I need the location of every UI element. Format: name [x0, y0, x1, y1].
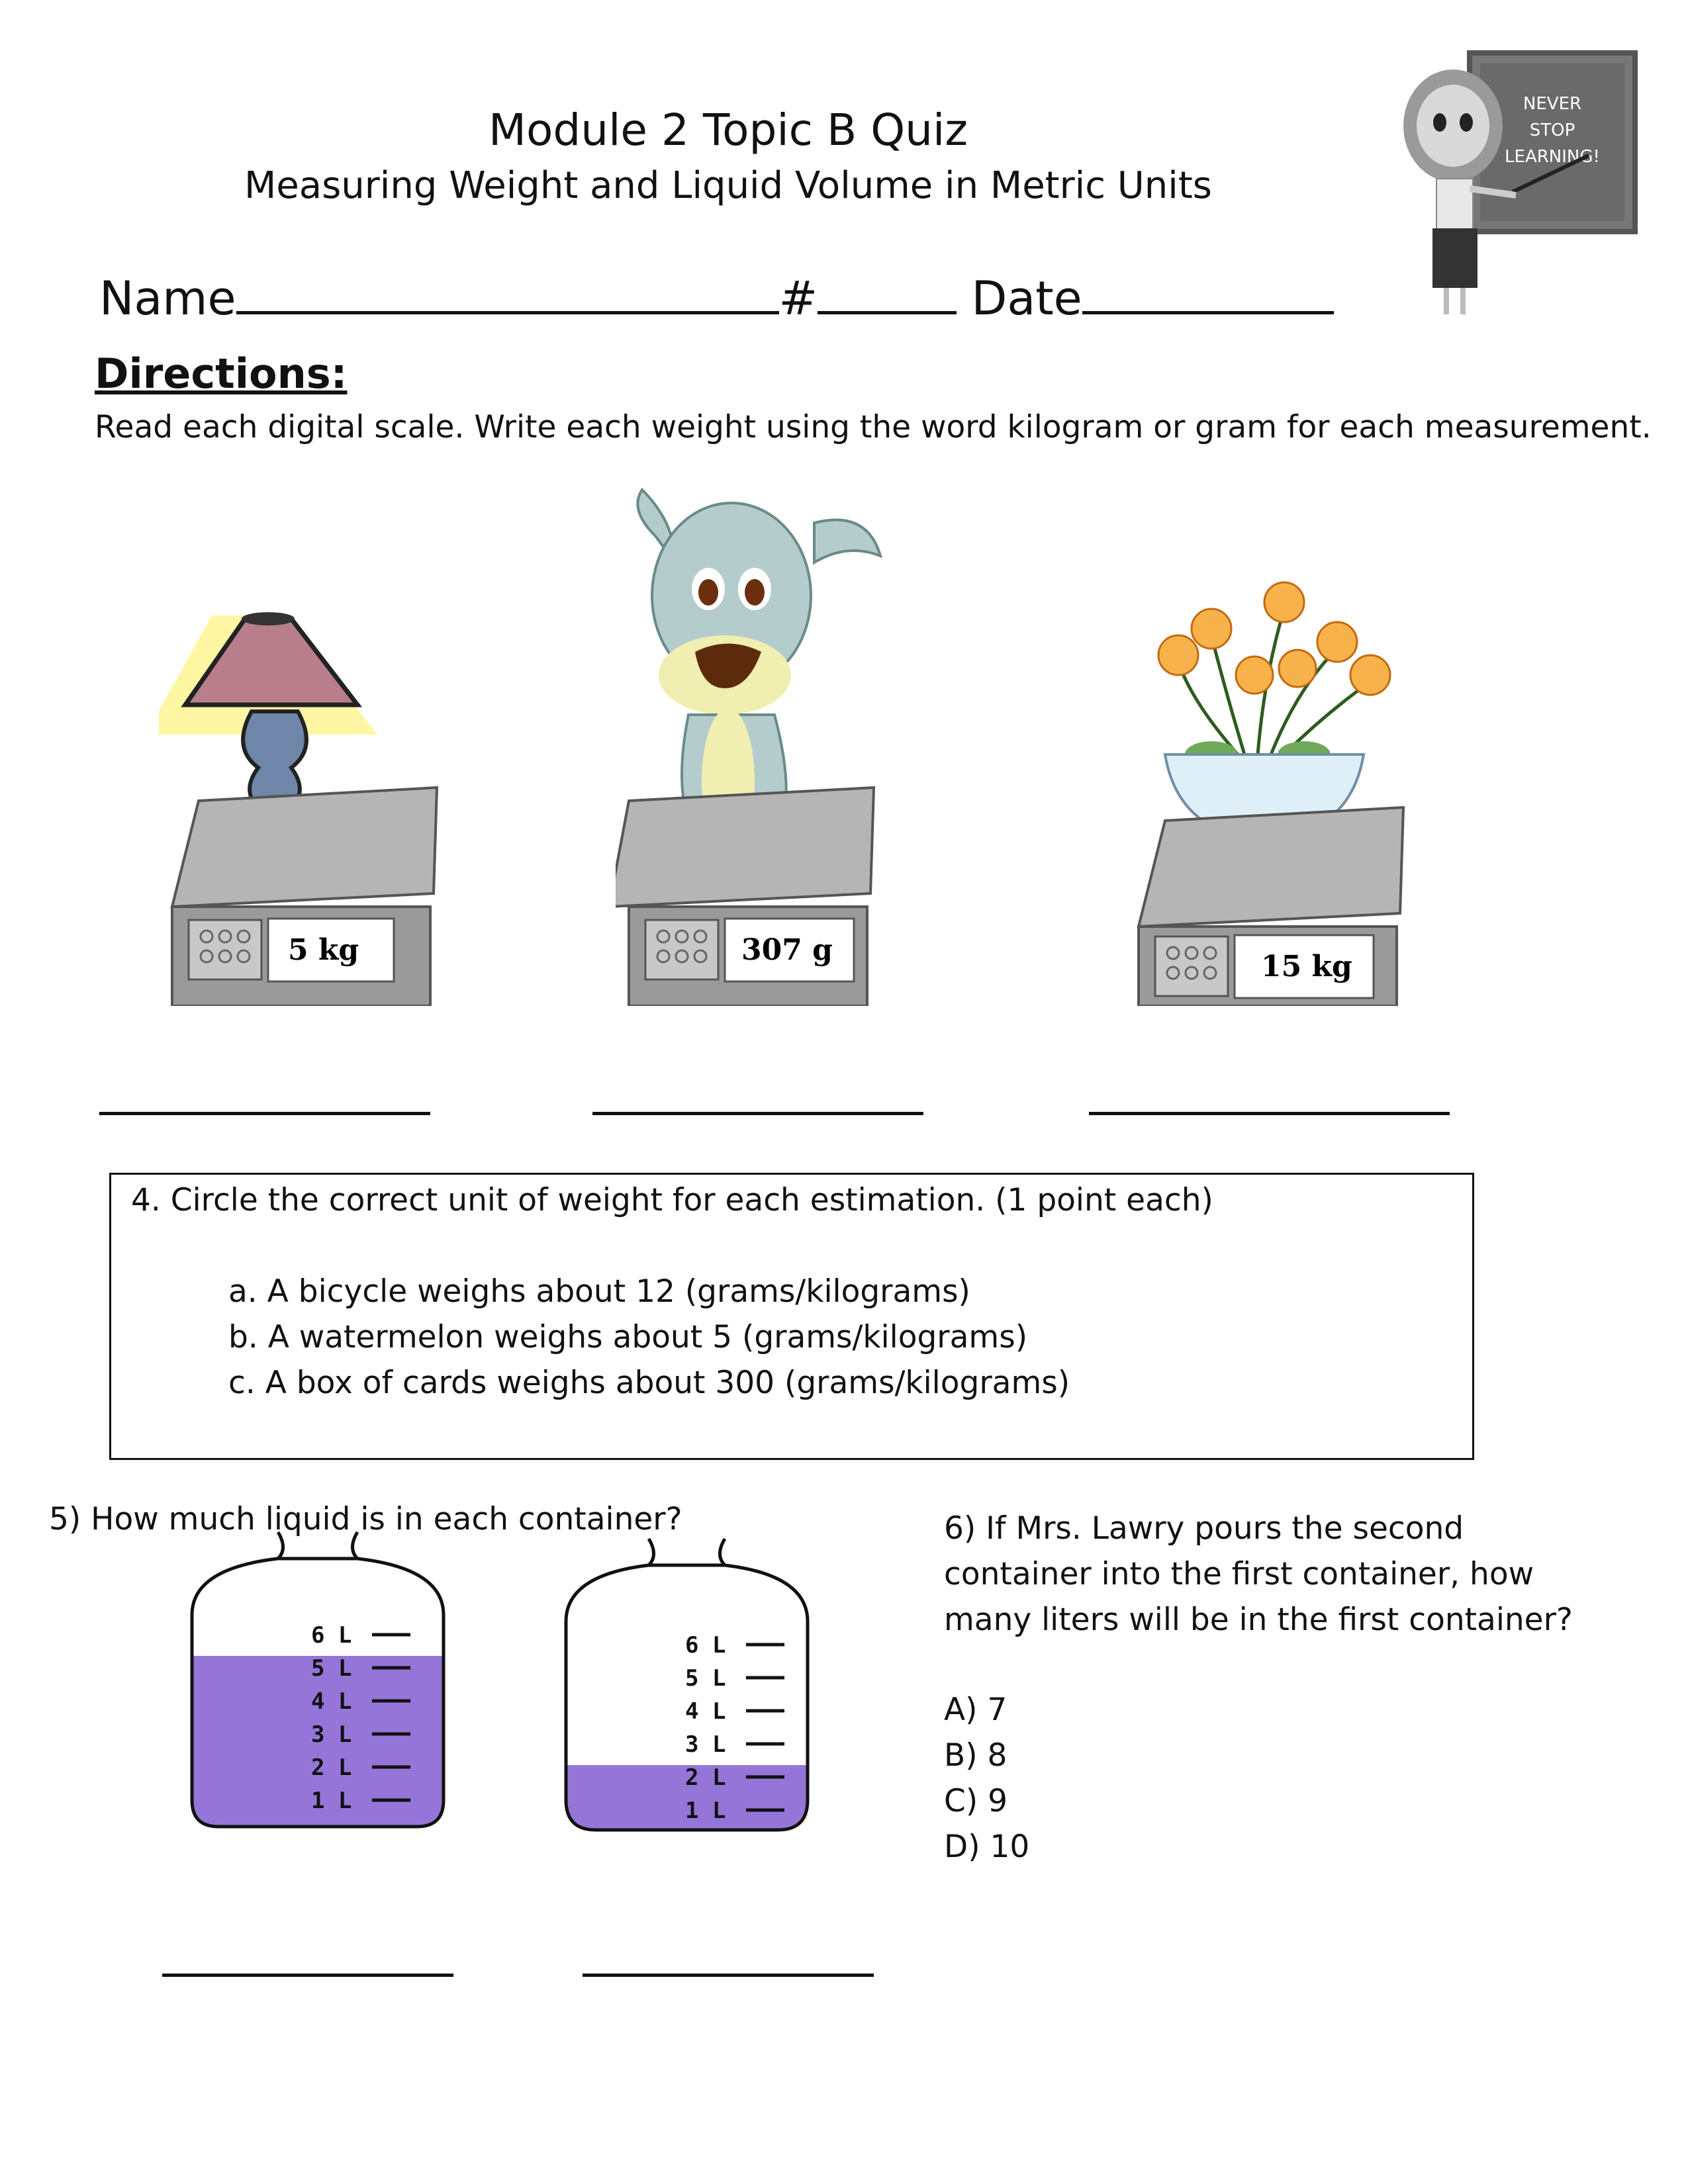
quiz-title: Module 2 Topic B Quiz: [489, 105, 968, 156]
question-6-line-2: container into the first container, how: [944, 1556, 1534, 1592]
name-label: Name: [99, 271, 236, 326]
name-number-date-line: [99, 271, 1334, 326]
scale-answer-1[interactable]: [99, 1112, 430, 1115]
dog-scale-reading: 307 g: [741, 933, 833, 967]
flower-bowl-scale-illustration: [1125, 556, 1417, 1006]
tick-label: 2 L: [685, 1764, 726, 1791]
question-4b[interactable]: b. A watermelon weighs about 5 (grams/kilograms): [228, 1319, 1028, 1355]
tick-label: 6 L: [685, 1632, 726, 1659]
flower-scale-reading: 15 kg: [1261, 950, 1352, 983]
question-6-line-1: 6) If Mrs. Lawry pours the second: [944, 1510, 1464, 1547]
badge-line-3: LEARNING!: [1505, 147, 1600, 167]
question-6-choice-c[interactable]: C) 9: [944, 1783, 1008, 1819]
name-blank[interactable]: [236, 271, 779, 314]
tick-label: 3 L: [311, 1721, 352, 1748]
liquid-container-1: [179, 1529, 457, 1846]
dog-scale-illustration: [616, 483, 907, 1006]
tick-label: 1 L: [685, 1797, 726, 1824]
question-6-choice-b[interactable]: B) 8: [944, 1737, 1008, 1774]
tick-label: 4 L: [311, 1688, 352, 1715]
question-6-line-3: many liters will be in the first container?: [944, 1602, 1573, 1638]
directions-text: Read each digital scale. Write each weight using the word kilogram or gram for each measurement.: [95, 409, 1652, 445]
tick-label: 6 L: [311, 1622, 352, 1649]
scale-answer-3[interactable]: [1089, 1112, 1450, 1115]
question-4a[interactable]: a. A bicycle weighs about 12 (grams/kilograms): [228, 1273, 970, 1310]
question-5-prompt: 5) How much liquid is in each container?: [49, 1501, 682, 1537]
tick-label: 5 L: [311, 1655, 352, 1682]
number-blank[interactable]: [818, 271, 957, 314]
date-blank[interactable]: [1082, 271, 1334, 314]
liquid-container-2: [556, 1535, 821, 1846]
question-4c[interactable]: c. A box of cards weighs about 300 (grams/kilograms): [228, 1365, 1070, 1401]
container-answer-2[interactable]: [583, 1974, 874, 1977]
tick-label: 3 L: [685, 1731, 726, 1758]
container-answer-1[interactable]: [162, 1974, 453, 1977]
lamp-scale-illustration: [159, 596, 450, 1006]
badge-line-1: NEVER: [1523, 94, 1582, 114]
tick-label: 2 L: [311, 1754, 352, 1781]
quiz-subtitle: Measuring Weight and Liquid Volume in Metric Units: [244, 164, 1212, 207]
tick-label: 5 L: [685, 1665, 726, 1692]
directions-heading: Directions:: [95, 349, 348, 398]
tick-label: 4 L: [685, 1698, 726, 1725]
question-4-prompt: 4. Circle the correct unit of weight for each estimation. (1 point each): [131, 1182, 1213, 1218]
teacher-chalkboard-illustration: [1390, 46, 1642, 318]
number-label: #: [778, 271, 818, 326]
scale-answer-2[interactable]: [592, 1112, 923, 1115]
tick-label: 1 L: [311, 1788, 352, 1814]
lamp-scale-reading: 5 kg: [288, 933, 359, 967]
question-6-choice-d[interactable]: D) 10: [944, 1829, 1030, 1865]
question-6-choice-a[interactable]: A) 7: [944, 1692, 1008, 1728]
date-label: Date: [971, 271, 1082, 326]
badge-line-2: STOP: [1529, 120, 1575, 140]
